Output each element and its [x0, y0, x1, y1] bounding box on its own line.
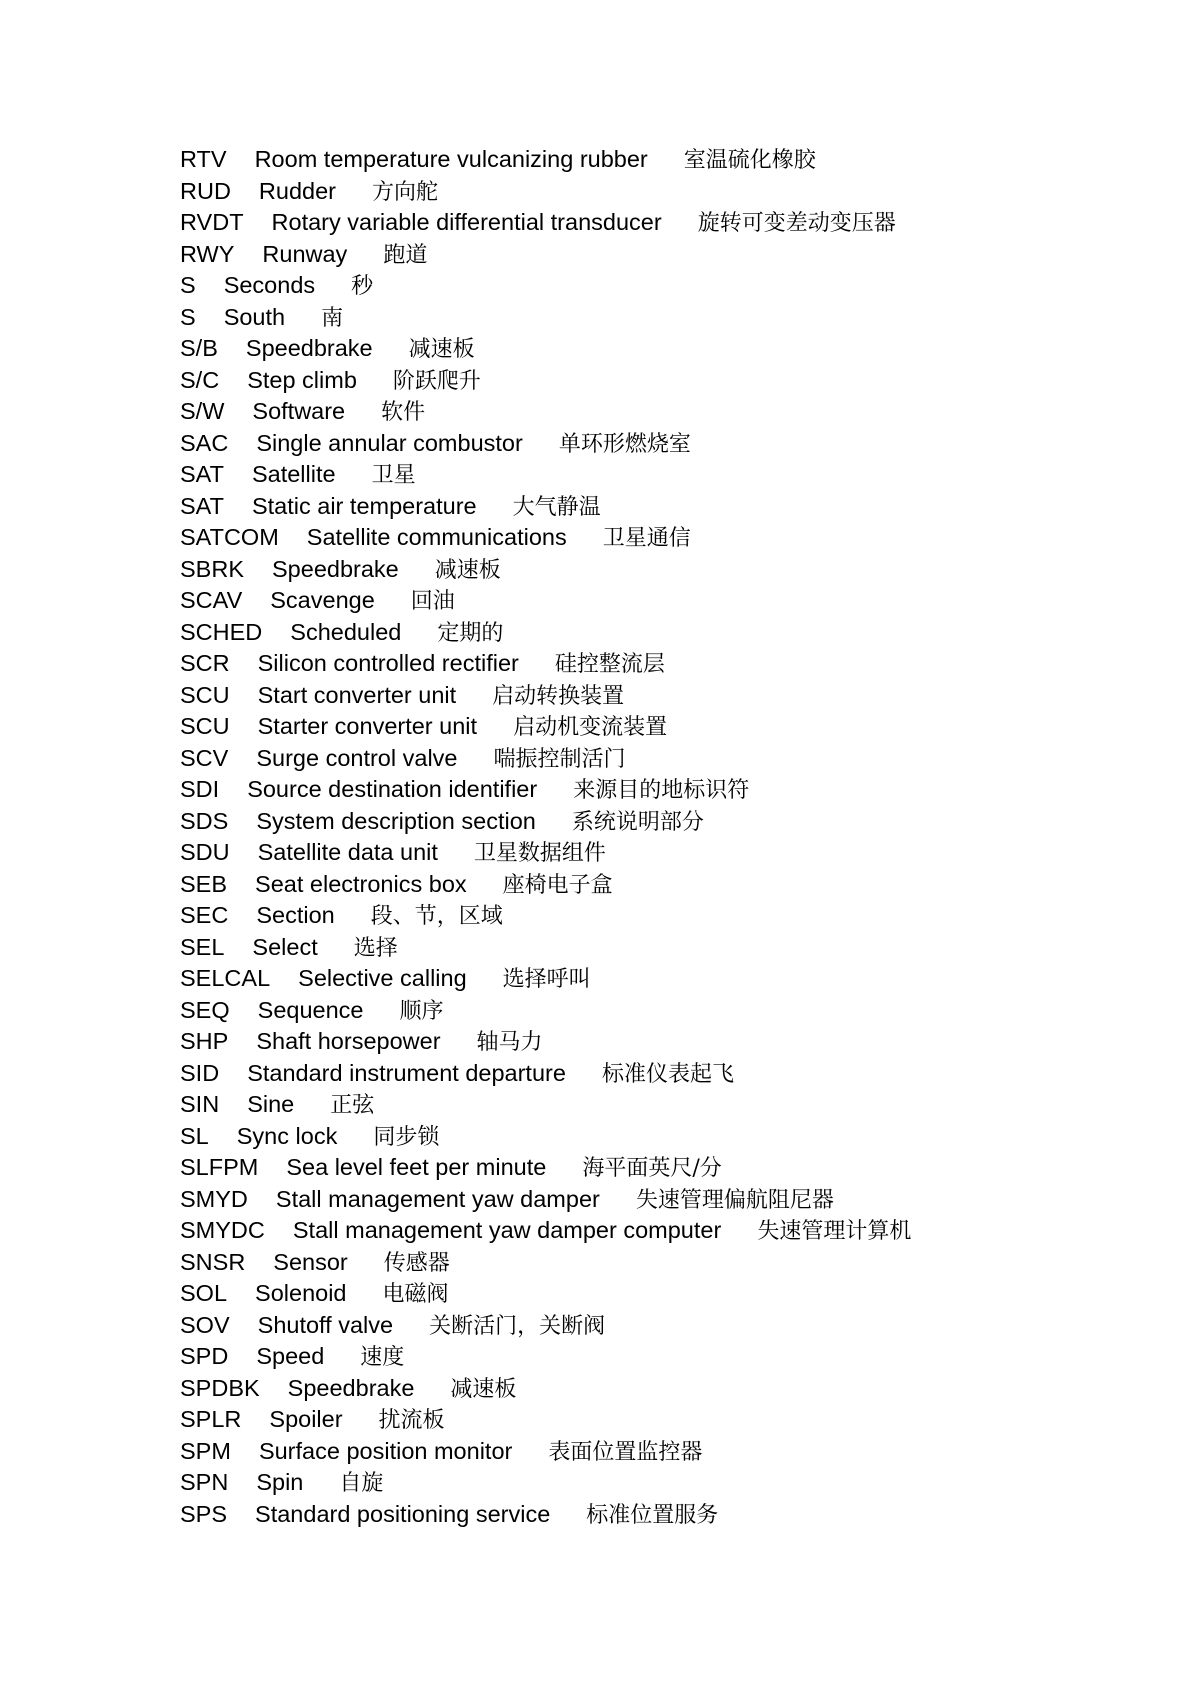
entry-abbreviation: SNSR	[180, 1248, 246, 1275]
entry-chinese-term: 选择	[353, 935, 398, 961]
entry-english-term: Speedbrake	[287, 1374, 415, 1401]
glossary-entry	[180, 963, 1140, 995]
entry-abbreviation: SBRK	[180, 555, 244, 582]
glossary-entry	[180, 270, 1140, 302]
entry-abbreviation: SEQ	[180, 996, 230, 1023]
entry-english-term: Software	[252, 398, 346, 424]
glossary-entry	[180, 995, 1140, 1027]
glossary-entry	[180, 711, 1140, 743]
entry-english-term: Surface position monitor	[258, 1437, 513, 1464]
entry-chinese-term: 秒	[351, 274, 374, 299]
entry-chinese-term: 失速管理计算机	[757, 1219, 912, 1244]
entry-english-term: South	[223, 303, 286, 330]
entry-abbreviation: SDI	[180, 776, 220, 802]
entry-english-term: Standard instrument departure	[247, 1059, 566, 1086]
entry-chinese-term: 传感器	[383, 1250, 450, 1276]
entry-chinese-term: 减速板	[434, 557, 501, 583]
glossary-entry	[180, 365, 1140, 397]
entry-abbreviation: SAT	[180, 461, 224, 487]
entry-english-term: Seat electronics box	[255, 870, 467, 897]
entry-abbreviation: SLFPM	[180, 1154, 259, 1180]
glossary-entry	[180, 459, 1140, 491]
entry-english-term: Speedbrake	[272, 555, 399, 582]
entry-chinese-term: 关断活门，关断阀	[429, 1313, 606, 1339]
entry-abbreviation: RTV	[180, 146, 227, 172]
glossary-entry	[180, 491, 1140, 523]
entry-abbreviation: RUD	[180, 177, 231, 204]
entry-abbreviation: SDS	[180, 807, 229, 834]
entry-english-term: Scavenge	[270, 587, 375, 613]
entry-abbreviation: SEC	[180, 902, 229, 928]
glossary-entry	[180, 176, 1140, 208]
entry-abbreviation: SOV	[180, 1311, 230, 1338]
entry-abbreviation: S/W	[180, 398, 225, 424]
entry-english-term: Section	[256, 902, 335, 928]
entry-chinese-term: 阶跃爬升	[392, 368, 481, 394]
entry-english-term: Sequence	[257, 996, 364, 1023]
entry-chinese-term: 大气静温	[512, 494, 601, 520]
entry-english-term: Rotary variable differential transducer	[271, 209, 662, 235]
entry-english-term: Speed	[256, 1343, 325, 1369]
entry-chinese-term: 启动转换装置	[492, 683, 625, 709]
entry-english-term: Silicon controlled rectifier	[257, 650, 519, 676]
entry-chinese-term: 表面位置监控器	[548, 1439, 703, 1465]
entry-english-term: Speedbrake	[245, 335, 373, 361]
entry-chinese-term: 卫星	[371, 463, 416, 488]
glossary-entry	[180, 1247, 1140, 1279]
entry-abbreviation: SMYD	[180, 1185, 248, 1212]
entry-abbreviation: SOL	[180, 1280, 228, 1306]
entry-chinese-term: 室温硫化橡胶	[683, 148, 816, 173]
entry-abbreviation: RVDT	[180, 209, 244, 235]
entry-english-term: Sea level feet per minute	[286, 1154, 547, 1180]
entry-chinese-term: 自旋	[339, 1471, 384, 1496]
glossary-entry	[180, 932, 1140, 964]
entry-english-term: Sine	[247, 1091, 295, 1117]
entry-chinese-term: 选择呼叫	[502, 967, 591, 992]
entry-abbreviation: SPD	[180, 1343, 229, 1369]
glossary-entry	[180, 585, 1140, 617]
entry-english-term: Scheduled	[290, 618, 402, 645]
glossary-entry	[180, 1436, 1140, 1468]
entry-abbreviation: SPM	[180, 1437, 231, 1464]
entry-abbreviation: SCR	[180, 650, 230, 676]
entry-abbreviation: SHP	[180, 1028, 229, 1054]
entry-abbreviation: SATCOM	[180, 524, 279, 550]
entry-english-term: Standard positioning service	[255, 1500, 551, 1527]
entry-english-term: Selective calling	[298, 965, 467, 991]
entry-chinese-term: 方向舵	[372, 179, 439, 205]
entry-english-term: Solenoid	[255, 1280, 347, 1306]
entry-chinese-term: 失速管理偏航阻尼器	[635, 1187, 834, 1213]
entry-chinese-term: 同步锁	[373, 1124, 440, 1150]
glossary-entry	[180, 333, 1140, 365]
entry-english-term: Single annular combustor	[256, 429, 523, 456]
glossary-entry	[180, 428, 1140, 460]
entry-abbreviation: S	[180, 303, 196, 330]
entry-english-term: System description section	[256, 807, 536, 834]
entry-chinese-term: 来源目的地标识符	[573, 778, 750, 803]
entry-abbreviation: S/C	[180, 366, 220, 393]
entry-english-term: Runway	[262, 240, 348, 267]
entry-chinese-term: 标准仪表起飞	[601, 1061, 734, 1087]
entry-chinese-term: 轴马力	[476, 1030, 543, 1055]
entry-english-term: Source destination identifier	[247, 776, 538, 802]
glossary-entry	[180, 1058, 1140, 1090]
entry-english-term: Satellite	[251, 461, 336, 487]
glossary-entry	[180, 1121, 1140, 1153]
glossary-entry	[180, 1499, 1140, 1531]
entry-english-term: Spin	[256, 1469, 304, 1495]
entry-abbreviation: S/B	[180, 335, 218, 361]
entry-chinese-term: 海平面英尺/分	[582, 1156, 722, 1181]
entry-english-term: Room temperature vulcanizing rubber	[254, 146, 648, 172]
entry-chinese-term: 硅控整流层	[554, 652, 665, 677]
entry-english-term: Sensor	[273, 1248, 348, 1275]
entry-abbreviation: SCAV	[180, 587, 243, 613]
entry-chinese-term: 软件	[381, 400, 426, 425]
glossary-entry	[180, 743, 1140, 775]
entry-chinese-term: 旋转可变差动变压器	[697, 211, 896, 236]
entry-abbreviation: SPN	[180, 1469, 229, 1495]
glossary-entry	[180, 774, 1140, 806]
entry-chinese-term: 正弦	[330, 1093, 375, 1118]
glossary-entry	[180, 1089, 1140, 1121]
entry-abbreviation: SPS	[180, 1500, 228, 1527]
entry-english-term: Surge control valve	[256, 744, 458, 771]
entry-abbreviation: SDU	[180, 839, 230, 865]
entry-english-term: Starter converter unit	[257, 713, 478, 739]
glossary-entry	[180, 207, 1140, 239]
entry-abbreviation: RWY	[180, 240, 235, 267]
glossary-entry	[180, 1341, 1140, 1373]
entry-chinese-term: 跑道	[383, 242, 428, 268]
glossary-entry	[180, 1215, 1140, 1247]
glossary-entry	[180, 1467, 1140, 1499]
glossary-entry	[180, 680, 1140, 712]
entry-chinese-term: 减速板	[408, 337, 475, 362]
entry-chinese-term: 减速板	[450, 1376, 517, 1402]
glossary-entry	[180, 144, 1140, 176]
entry-english-term: Sync lock	[236, 1122, 338, 1149]
entry-chinese-term: 扰流板	[378, 1408, 445, 1433]
glossary-entry	[180, 648, 1140, 680]
entry-abbreviation: SELCAL	[180, 965, 271, 991]
entry-abbreviation: SCU	[180, 713, 230, 739]
entry-chinese-term: 定期的	[437, 620, 504, 646]
entry-english-term: Shutoff valve	[257, 1311, 394, 1338]
entry-abbreviation: SMYDC	[180, 1217, 265, 1243]
glossary-entry	[180, 1310, 1140, 1342]
glossary-entry	[180, 617, 1140, 649]
entry-english-term: Select	[252, 933, 318, 960]
entry-chinese-term: 标准位置服务	[586, 1502, 719, 1528]
glossary-entry	[180, 302, 1140, 334]
entry-abbreviation: SAT	[180, 492, 224, 519]
entry-chinese-term: 南	[321, 305, 344, 331]
entry-chinese-term: 速度	[360, 1345, 405, 1370]
entry-english-term: Stall management yaw damper	[275, 1185, 600, 1212]
abbreviation-glossary	[180, 144, 1140, 1530]
entry-english-term: Rudder	[258, 177, 336, 204]
entry-chinese-term: 系统说明部分	[571, 809, 704, 835]
entry-english-term: Stall management yaw damper computer	[292, 1217, 722, 1243]
entry-abbreviation: SPLR	[180, 1406, 242, 1432]
entry-abbreviation: SL	[180, 1122, 209, 1149]
entry-chinese-term: 卫星数据组件	[473, 841, 606, 866]
glossary-entry	[180, 1404, 1140, 1436]
glossary-entry	[180, 396, 1140, 428]
entry-abbreviation: SAC	[180, 429, 229, 456]
glossary-entry	[180, 837, 1140, 869]
glossary-entry	[180, 239, 1140, 271]
entry-abbreviation: SID	[180, 1059, 220, 1086]
entry-english-term: Spoiler	[269, 1406, 343, 1432]
glossary-entry	[180, 522, 1140, 554]
glossary-entry	[180, 900, 1140, 932]
entry-english-term: Step climb	[247, 366, 357, 393]
entry-english-term: Static air temperature	[251, 492, 477, 519]
entry-chinese-term: 电磁阀	[382, 1282, 449, 1307]
entry-chinese-term: 段、节，区域	[370, 904, 503, 929]
glossary-entry	[180, 1026, 1140, 1058]
glossary-entry	[180, 554, 1140, 586]
entry-chinese-term: 卫星通信	[602, 526, 691, 551]
glossary-entry	[180, 1184, 1140, 1216]
entry-english-term: Satellite communications	[306, 524, 567, 550]
entry-abbreviation: SIN	[180, 1091, 220, 1117]
glossary-entry	[180, 806, 1140, 838]
glossary-entry	[180, 869, 1140, 901]
entry-chinese-term: 喘振控制活门	[493, 746, 626, 772]
entry-chinese-term: 回油	[410, 589, 455, 614]
entry-english-term: Satellite data unit	[257, 839, 438, 865]
entry-abbreviation: SCV	[180, 744, 229, 771]
entry-abbreviation: SPDBK	[180, 1374, 260, 1401]
entry-abbreviation: SEL	[180, 933, 225, 960]
entry-abbreviation: SCHED	[180, 618, 263, 645]
entry-english-term: Seconds	[223, 272, 316, 298]
entry-english-term: Shaft horsepower	[256, 1028, 441, 1054]
entry-chinese-term: 单环形燃烧室	[558, 431, 691, 457]
entry-english-term: Start converter unit	[257, 681, 457, 708]
entry-chinese-term: 启动机变流装置	[513, 715, 668, 740]
entry-chinese-term: 座椅电子盒	[502, 872, 613, 898]
entry-chinese-term: 顺序	[399, 998, 444, 1024]
entry-abbreviation: S	[180, 272, 196, 298]
entry-abbreviation: SCU	[180, 681, 230, 708]
glossary-entry	[180, 1373, 1140, 1405]
entry-abbreviation: SEB	[180, 870, 228, 897]
glossary-entry	[180, 1152, 1140, 1184]
glossary-entry	[180, 1278, 1140, 1310]
